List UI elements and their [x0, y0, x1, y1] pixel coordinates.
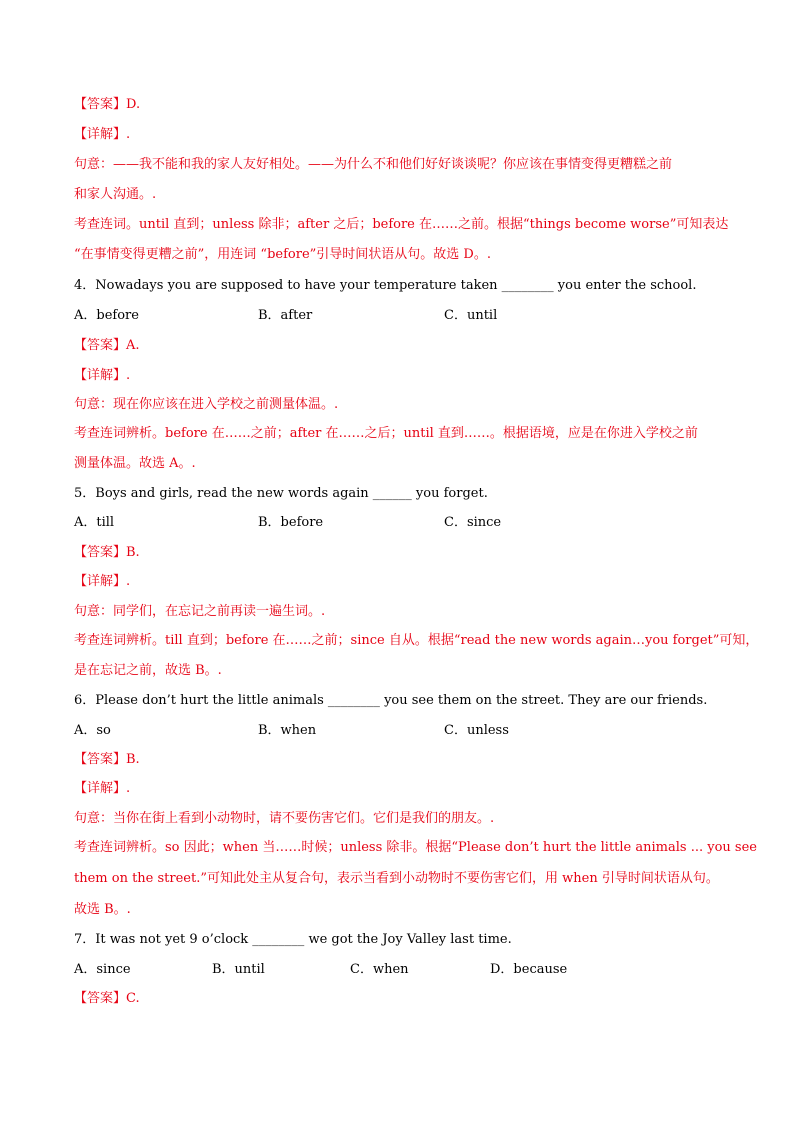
option-a: A．before	[74, 308, 139, 323]
question-5: 5．Boys and girls, read the new words again ______ you forget.	[74, 486, 488, 501]
option-b: B．until	[212, 962, 265, 977]
option-a: A．since	[74, 962, 131, 977]
explanation-line: 句意：——我不能和我的家人友好相处。——为什么不和他们好好谈谈呢？你应该在事情变得更糟糕之前	[74, 157, 673, 172]
option-b: B．before	[258, 515, 324, 530]
question-7: 7．It was not yet 9 o’clock ________ we got the Joy Valley last time.	[74, 932, 512, 947]
option-d: D．because	[490, 962, 568, 977]
explanation-line: 考查连词辨析。before 在……之前；after 在……之后；until 直到……。根据语境，应是在你进入学校之前	[74, 426, 698, 441]
explanation-line: 故选 B。.	[74, 902, 131, 917]
answer-label: 【答案】D.	[74, 97, 141, 112]
question-4: 4．Nowadays you are supposed to have your temperature taken ________ you enter the school.	[74, 278, 697, 293]
answer-label: 【答案】C.	[74, 991, 140, 1006]
explanation-line: 考查连词辨析。so 因此；when 当……时候；unless 除非。根据“Please don’t hurt the little animals ... you see	[74, 840, 757, 855]
option-a: A．so	[74, 723, 111, 738]
explanation-line: 考查连词。until 直到；unless 除非；after 之后；before 在……之前。根据“things become worse”可知表达	[74, 217, 729, 232]
question-6: 6．Please don’t hurt the little animals ________ you see them on the street. They are our friends.	[74, 693, 708, 708]
option-c: C．unless	[444, 723, 509, 738]
explanation-line: them on the street.”可知此处主从复合句，表示当看到小动物时不要伤害它们，用 when 引导时间状语从句。	[74, 871, 719, 886]
answer-label: 【答案】B.	[74, 545, 140, 560]
detail-label: 【详解】.	[74, 127, 131, 142]
explanation-line: 考查连词辨析。till 直到；before 在……之前；since 自从。根据“read the new words again…you forget”可知，	[74, 633, 759, 648]
detail-label: 【详解】.	[74, 368, 131, 383]
option-c: C．since	[444, 515, 502, 530]
detail-label: 【详解】.	[74, 781, 131, 796]
explanation-line: “在事情变得更糟之前”，用连词 “before”引导时间状语从句。故选 D。.	[74, 247, 491, 262]
explanation-line: 句意：现在你应该在进入学校之前测量体温。.	[74, 397, 339, 412]
option-a: A．till	[74, 515, 115, 530]
answer-label: 【答案】A.	[74, 338, 140, 353]
explanation-line: 句意：同学们，在忘记之前再读一遍生词。.	[74, 604, 326, 619]
detail-label: 【详解】.	[74, 574, 131, 589]
explanation-line: 和家人沟通。.	[74, 187, 157, 202]
answer-label: 【答案】B.	[74, 752, 140, 767]
explanation-line: 句意：当你在街上看到小动物时，请不要伤害它们。它们是我们的朋友。.	[74, 811, 495, 826]
option-b: B．after	[258, 308, 313, 323]
explanation-line: 测量体温。故选 A。.	[74, 456, 196, 471]
option-b: B．when	[258, 723, 317, 738]
explanation-line: 是在忘记之前，故选 B。.	[74, 663, 222, 678]
option-c: C．until	[444, 308, 498, 323]
option-c: C．when	[350, 962, 409, 977]
